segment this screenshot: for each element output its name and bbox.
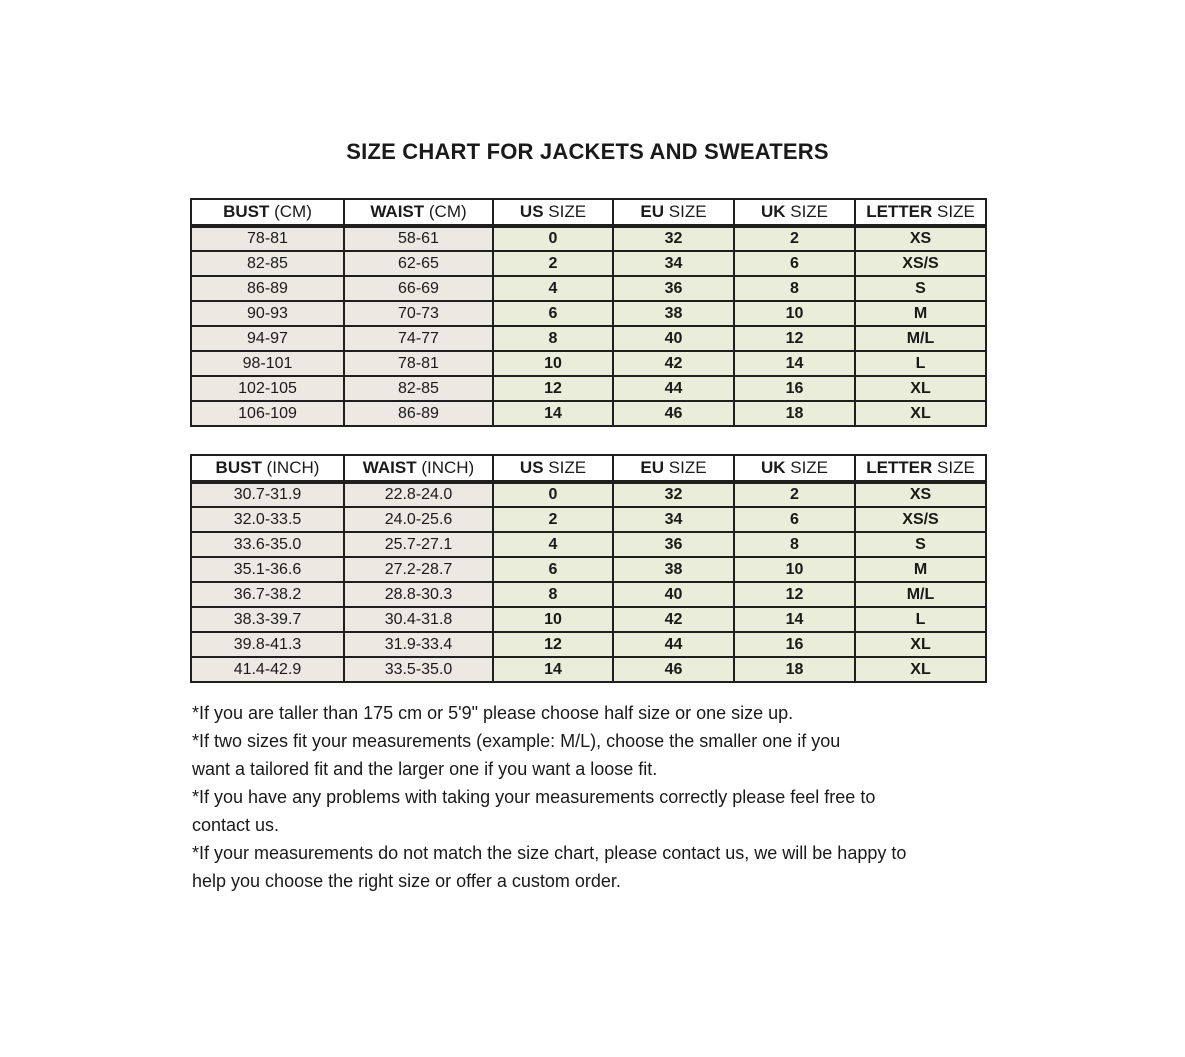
table-cell: XL <box>855 376 986 401</box>
table-row <box>191 532 986 557</box>
table-row <box>191 607 986 632</box>
table-cell: XS <box>855 226 986 251</box>
table-cell: 18 <box>734 401 855 426</box>
table-cell: M/L <box>855 582 986 607</box>
table-cell: 44 <box>613 632 734 657</box>
table-cell: 6 <box>493 557 613 582</box>
table-cell: 8 <box>493 326 613 351</box>
table-cell: 31.9-33.4 <box>344 632 493 657</box>
column-header: US SIZE <box>493 199 613 226</box>
table-cell: 40 <box>613 326 734 351</box>
table-cell: 70-73 <box>344 301 493 326</box>
column-header: BUST (INCH) <box>191 455 344 482</box>
column-header: WAIST (INCH) <box>344 455 493 482</box>
table-row <box>191 276 986 301</box>
table-cell: S <box>855 276 986 301</box>
table-cell: S <box>855 532 986 557</box>
table-cell: 2 <box>734 482 855 507</box>
note-line: *If you have any problems with taking your measurements correctly please feel free to <box>192 787 876 807</box>
table-row <box>191 582 986 607</box>
table-row <box>191 226 986 251</box>
header-row-inch <box>191 455 986 482</box>
table-row <box>191 251 986 276</box>
table-cell: 4 <box>493 276 613 301</box>
table-cell: 32 <box>613 226 734 251</box>
table-cell: 39.8-41.3 <box>191 632 344 657</box>
table-cell: 14 <box>493 401 613 426</box>
table-cell: 2 <box>493 507 613 532</box>
table-cell: 4 <box>493 532 613 557</box>
table-cell: 42 <box>613 351 734 376</box>
page-title: SIZE CHART FOR JACKETS AND SWEATERS <box>346 139 829 164</box>
table-cell: 8 <box>734 276 855 301</box>
table-cell: 22.8-24.0 <box>344 482 493 507</box>
table-cell: 36.7-38.2 <box>191 582 344 607</box>
table-cell: 0 <box>493 226 613 251</box>
column-header: US SIZE <box>493 455 613 482</box>
table-row <box>191 376 986 401</box>
table-row <box>191 401 986 426</box>
table-cell: 38 <box>613 557 734 582</box>
table-cell: 42 <box>613 607 734 632</box>
table-cell: 36 <box>613 532 734 557</box>
table-cell: 38 <box>613 301 734 326</box>
table-cell: 18 <box>734 657 855 682</box>
table-cell: XS/S <box>855 507 986 532</box>
note-line: *If your measurements do not match the size chart, please contact us, we will be happy to <box>192 843 907 863</box>
table-cell: 10 <box>493 607 613 632</box>
table-cell: 10 <box>493 351 613 376</box>
note-line: *If you are taller than 175 cm or 5'9" please choose half size or one size up. <box>192 703 794 723</box>
table-cell: 74-77 <box>344 326 493 351</box>
table-cell: 90-93 <box>191 301 344 326</box>
table-cell: 44 <box>613 376 734 401</box>
table-cell: XL <box>855 632 986 657</box>
table-cell: 46 <box>613 401 734 426</box>
table-cell: 82-85 <box>191 251 344 276</box>
table-cell: M <box>855 557 986 582</box>
table-cell: 86-89 <box>191 276 344 301</box>
table-cell: 12 <box>734 326 855 351</box>
table-row <box>191 657 986 682</box>
table-cell: 14 <box>734 607 855 632</box>
table-cell: 62-65 <box>344 251 493 276</box>
table-cell: 6 <box>493 301 613 326</box>
table-cell: 41.4-42.9 <box>191 657 344 682</box>
column-header: LETTER SIZE <box>855 199 986 226</box>
table-cell: 78-81 <box>191 226 344 251</box>
table-row <box>191 557 986 582</box>
table-cell: XS <box>855 482 986 507</box>
table-cell: 82-85 <box>344 376 493 401</box>
table-row <box>191 301 986 326</box>
table-cell: 6 <box>734 251 855 276</box>
table-cell: M <box>855 301 986 326</box>
column-header: EU SIZE <box>613 455 734 482</box>
table-cell: L <box>855 351 986 376</box>
table-cell: 27.2-28.7 <box>344 557 493 582</box>
table-cell: 12 <box>493 376 613 401</box>
size-notes <box>192 699 985 895</box>
table-cell: 86-89 <box>344 401 493 426</box>
table-cell: 102-105 <box>191 376 344 401</box>
table-cell: 2 <box>493 251 613 276</box>
table-cell: 66-69 <box>344 276 493 301</box>
column-header: BUST (CM) <box>191 199 344 226</box>
table-cell: 6 <box>734 507 855 532</box>
table-cell: 8 <box>493 582 613 607</box>
note-line: want a tailored fit and the larger one if you want a loose fit. <box>192 759 658 779</box>
table-cell: 14 <box>493 657 613 682</box>
table-cell: 40 <box>613 582 734 607</box>
size-chart-content <box>190 139 985 895</box>
table-cell: 25.7-27.1 <box>344 532 493 557</box>
table-cell: 10 <box>734 301 855 326</box>
table-cell: 33.6-35.0 <box>191 532 344 557</box>
table-cell: 12 <box>734 582 855 607</box>
table-cell: XS/S <box>855 251 986 276</box>
table-cell: 33.5-35.0 <box>344 657 493 682</box>
table-cell: 16 <box>734 632 855 657</box>
table-cell: 12 <box>493 632 613 657</box>
table-row <box>191 351 986 376</box>
header-row-cm <box>191 199 986 226</box>
table-cell: 34 <box>613 507 734 532</box>
column-header: UK SIZE <box>734 455 855 482</box>
table-row <box>191 632 986 657</box>
note-line: contact us. <box>192 815 280 835</box>
column-header: LETTER SIZE <box>855 455 986 482</box>
table-cell: XL <box>855 401 986 426</box>
column-header: WAIST (CM) <box>344 199 493 226</box>
table-cell: 106-109 <box>191 401 344 426</box>
size-table-cm <box>190 198 987 427</box>
table-cell: 2 <box>734 226 855 251</box>
table-cell: 30.7-31.9 <box>191 482 344 507</box>
table-cell: 98-101 <box>191 351 344 376</box>
note-line: help you choose the right size or offer a custom order. <box>192 871 621 891</box>
table-cell: 38.3-39.7 <box>191 607 344 632</box>
table-cell: 16 <box>734 376 855 401</box>
table-cell: 24.0-25.6 <box>344 507 493 532</box>
table-cell: 10 <box>734 557 855 582</box>
table-cell: 36 <box>613 276 734 301</box>
size-table-inch <box>190 454 987 683</box>
table-cell: 58-61 <box>344 226 493 251</box>
table-cell: M/L <box>855 326 986 351</box>
table-cell: L <box>855 607 986 632</box>
column-header: EU SIZE <box>613 199 734 226</box>
table-cell: 78-81 <box>344 351 493 376</box>
table-cell: 14 <box>734 351 855 376</box>
note-line: *If two sizes fit your measurements (example: M/L), choose the smaller one if you <box>192 731 841 751</box>
column-header: UK SIZE <box>734 199 855 226</box>
table-cell: 32.0-33.5 <box>191 507 344 532</box>
table-cell: 32 <box>613 482 734 507</box>
table-row <box>191 482 986 507</box>
table-row <box>191 326 986 351</box>
table-cell: 34 <box>613 251 734 276</box>
table-cell: 35.1-36.6 <box>191 557 344 582</box>
table-cell: 30.4-31.8 <box>344 607 493 632</box>
table-cell: 0 <box>493 482 613 507</box>
table-cell: 94-97 <box>191 326 344 351</box>
table-cell: 28.8-30.3 <box>344 582 493 607</box>
table-cell: XL <box>855 657 986 682</box>
table-cell: 46 <box>613 657 734 682</box>
table-cell: 8 <box>734 532 855 557</box>
table-row <box>191 507 986 532</box>
